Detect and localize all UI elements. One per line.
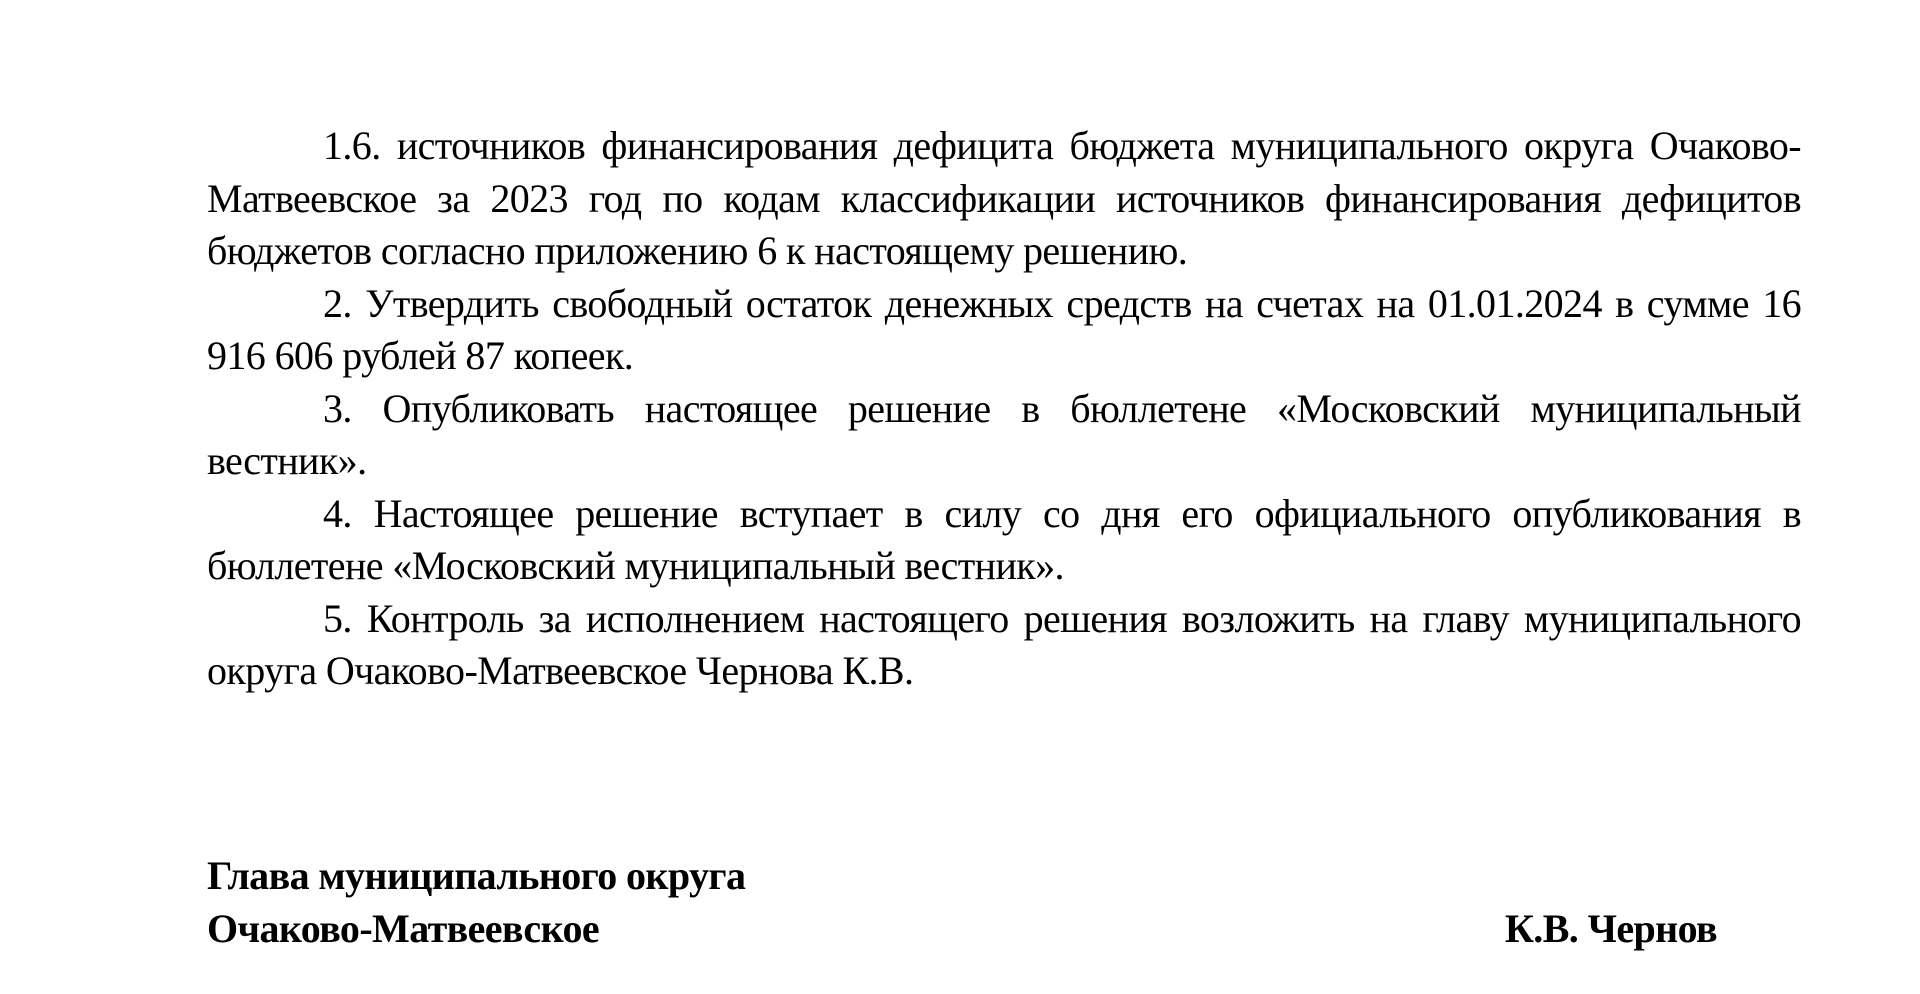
paragraph-1-6: 1.6. источников финансирования дефицита бюджета муниципального округа Очаково-Матвеевское за 2023 год по кодам классификации источников финансирования дефицитов бюджетов согласно приложению 6 к настоящему решению. (207, 123, 1801, 273)
paragraph-4: 4. Настоящее решение вступает в силу со дня его официального опубликования в бюллетене «Московский муниципальный вестник». (207, 490, 1801, 588)
signature-name: К.В. Чернов (1504, 905, 1717, 951)
paragraph-3: 3. Опубликовать настоящее решение в бюллетене «Московский муниципальный вестник». (207, 385, 1801, 483)
paragraph-5: 5. Контроль за исполнением настоящего решения возложить на главу муниципального округа Очаково-Матвеевское Чернова К.В. (207, 595, 1801, 693)
signature-position-line1: Глава муниципального округа (207, 853, 746, 898)
signature-block (207, 850, 1717, 955)
signature-row (207, 903, 1717, 956)
document-body (207, 120, 1801, 698)
paragraph-2: 2. Утвердить свободный остаток денежных средств на счетах на 01.01.2024 в сумме 16 916 606 рублей 87 копеек. (207, 280, 1801, 378)
signature-position-line2: Очаково-Матвеевское (207, 905, 600, 951)
